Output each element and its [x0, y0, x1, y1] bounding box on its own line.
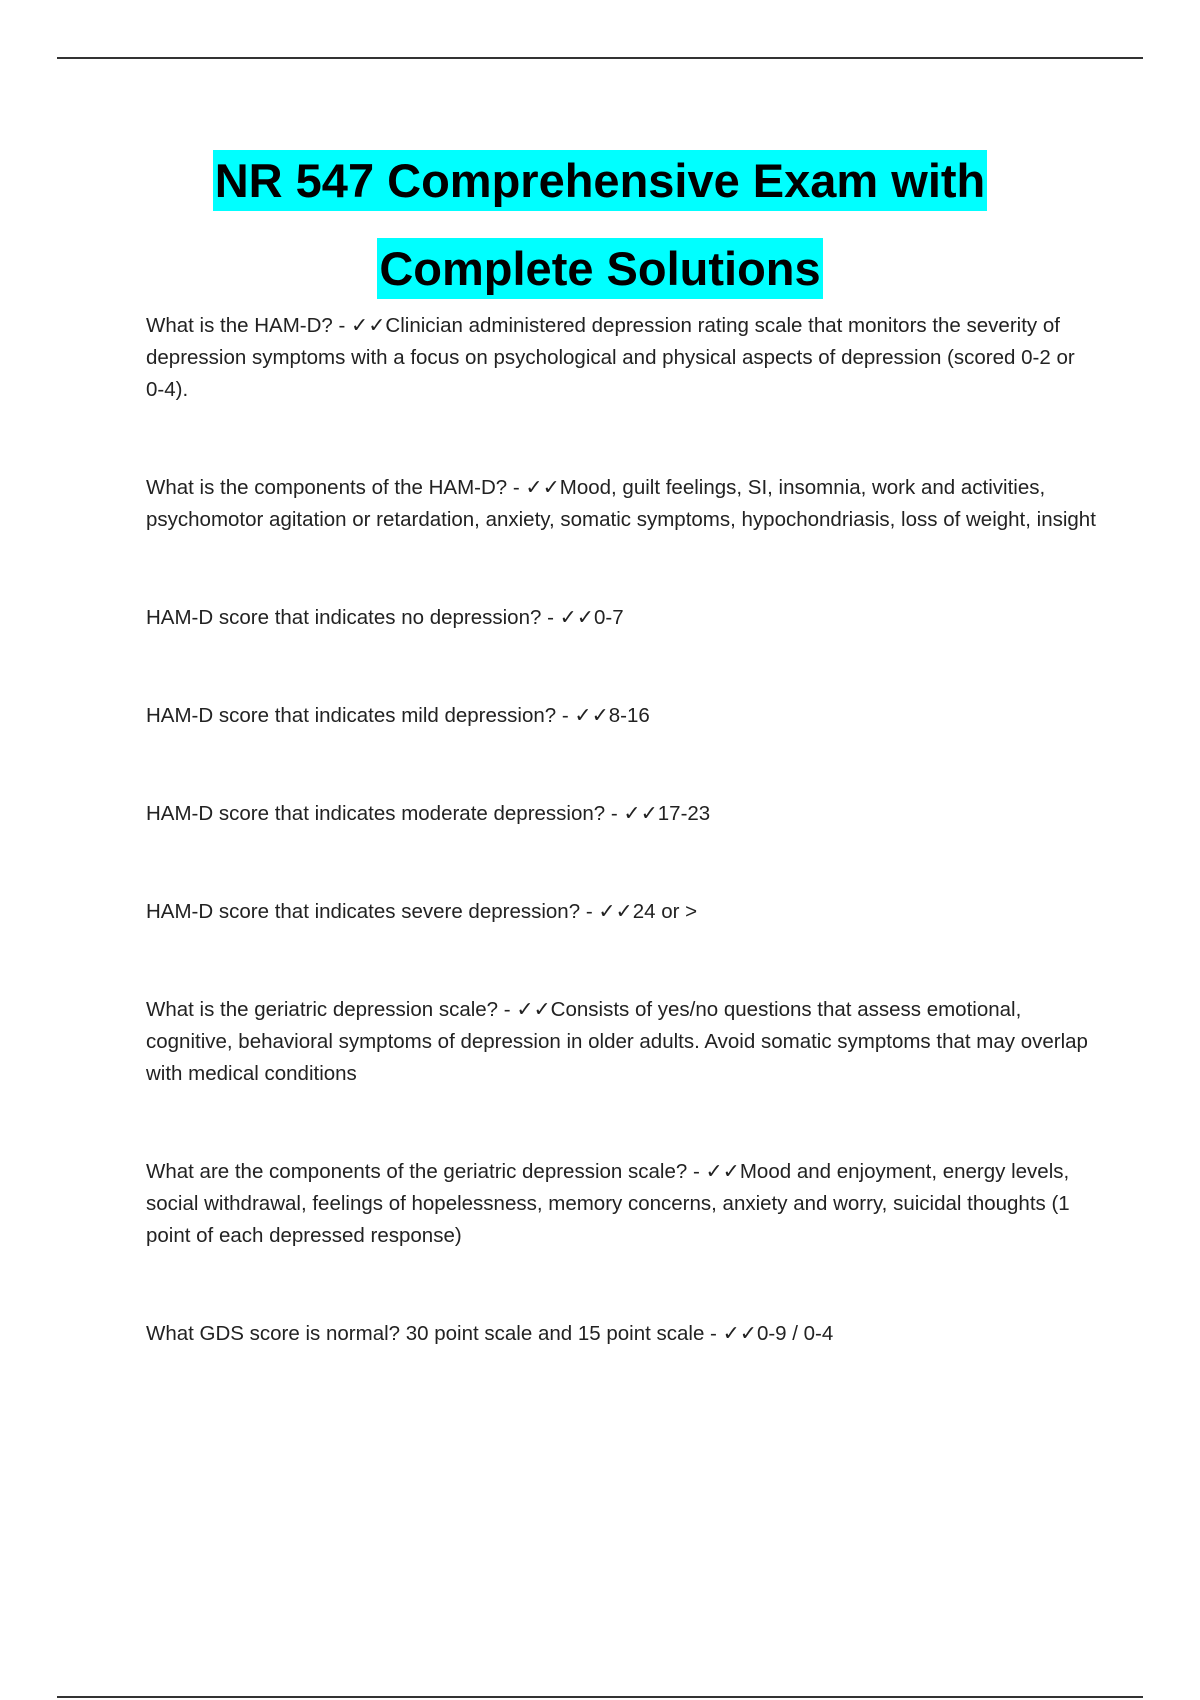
- qa-separator: -: [704, 1322, 723, 1345]
- qa-answer: Mood and enjoyment, energy levels, social withdrawal, feelings of hopelessness, memory concerns, anxiety and worry, suicidal thoughts (1 point of each depressed response): [146, 1160, 1070, 1247]
- page-title: [0, 143, 1200, 319]
- qa-question: What is the geriatric depression scale?: [146, 998, 499, 1021]
- qa-question: What is the components of the HAM-D?: [146, 476, 508, 499]
- qa-item: [146, 1156, 1096, 1252]
- qa-separator: -: [541, 606, 560, 629]
- qa-answer: Mood, guilt feelings, SI, insomnia, work and activities, psychomotor agitation or retardation, anxiety, somatic symptoms, hypochondriasis, loss of weight, insight: [146, 476, 1096, 531]
- double-check-icon: ✓✓: [559, 606, 594, 629]
- double-check-icon: ✓✓: [516, 998, 551, 1021]
- qa-item: [146, 798, 1096, 830]
- double-check-icon: ✓✓: [722, 1322, 757, 1345]
- qa-answer: 0-9 / 0-4: [756, 1322, 834, 1345]
- double-check-icon: ✓✓: [705, 1160, 740, 1183]
- title-text-1: NR 547 Comprehensive Exam with: [213, 150, 988, 211]
- qa-question: HAM-D score that indicates mild depression?: [146, 704, 557, 727]
- qa-separator: -: [580, 900, 599, 923]
- double-check-icon: ✓✓: [598, 900, 633, 923]
- qa-separator: -: [507, 476, 526, 499]
- qa-item: [146, 994, 1096, 1090]
- qa-list: [146, 310, 1096, 1416]
- qa-item: [146, 472, 1096, 536]
- qa-answer: 8-16: [608, 704, 650, 727]
- header-rule: [57, 57, 1143, 59]
- qa-answer: 17-23: [657, 802, 711, 825]
- qa-answer: Consists of yes/no questions that assess emotional, cognitive, behavioral symptoms of depression in older adults. Avoid somatic symptoms that may overlap with medical conditions: [146, 998, 1088, 1085]
- qa-question: What is the HAM-D?: [146, 314, 333, 337]
- qa-answer: 0-7: [593, 606, 624, 629]
- qa-separator: -: [556, 704, 575, 727]
- double-check-icon: ✓✓: [525, 476, 560, 499]
- qa-separator: -: [687, 1160, 706, 1183]
- qa-question: What GDS score is normal? 30 point scale and 15 point scale: [146, 1322, 705, 1345]
- double-check-icon: ✓✓: [351, 314, 386, 337]
- qa-answer: Clinician administered depression rating scale that monitors the severity of depression symptoms with a focus on psychological and physical aspects of depression (scored 0-2 or 0-4).: [146, 314, 1075, 401]
- title-text-2: Complete Solutions: [377, 238, 822, 299]
- qa-item: [146, 602, 1096, 634]
- qa-question: HAM-D score that indicates moderate depression?: [146, 802, 606, 825]
- qa-item: [146, 700, 1096, 732]
- qa-separator: -: [332, 314, 352, 337]
- qa-separator: -: [498, 998, 517, 1021]
- qa-question: HAM-D score that indicates no depression?: [146, 606, 542, 629]
- qa-item: [146, 1318, 1096, 1350]
- qa-answer: 24 or >: [632, 900, 698, 923]
- qa-item: [146, 896, 1096, 928]
- qa-separator: -: [605, 802, 624, 825]
- title-line-2: [0, 231, 1200, 319]
- qa-question: HAM-D score that indicates severe depression?: [146, 900, 581, 923]
- title-line-1: [0, 143, 1200, 231]
- double-check-icon: ✓✓: [623, 802, 658, 825]
- qa-item: [146, 310, 1096, 406]
- double-check-icon: ✓✓: [574, 704, 609, 727]
- footer-rule: [57, 1696, 1143, 1698]
- qa-question: What are the components of the geriatric depression scale?: [146, 1160, 688, 1183]
